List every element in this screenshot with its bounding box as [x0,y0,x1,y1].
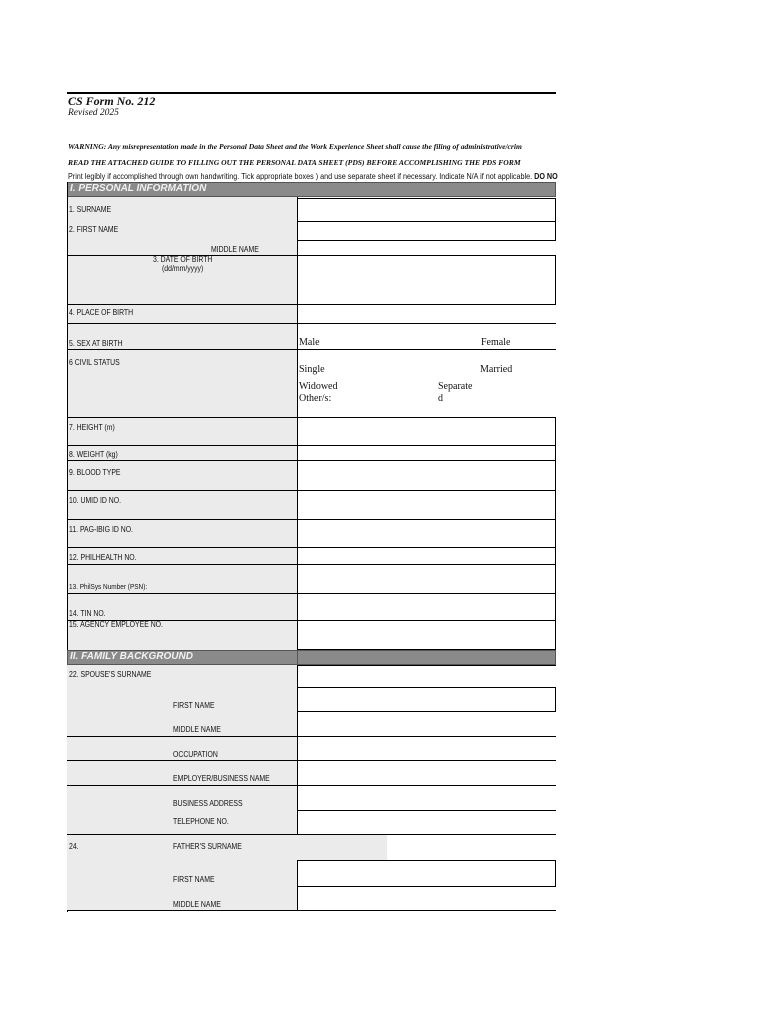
spouse-surname-field[interactable] [297,665,556,688]
civil-option-widowed[interactable]: Widowed [299,381,338,392]
tin-field[interactable] [297,593,556,621]
telephone-label: TELEPHONE NO. [173,817,229,826]
father-middle-name-field[interactable] [297,886,556,911]
middle-name-field[interactable] [297,240,556,256]
philsys-field[interactable] [297,564,556,594]
first-name-label: 2. FIRST NAME [69,225,119,234]
occupation-label: OCCUPATION [173,750,218,759]
philhealth-field[interactable] [297,547,556,565]
blood-type-field[interactable] [297,460,556,491]
print-note-text: Print legibly if accomplished through own handwriting. Tick appropriate boxes ) and use separate sheet if necessary. Indicate N/A if not applicable. [68,172,535,181]
section-title: II. FAMILY BACKGROUND [70,651,193,662]
spouse-middle-name-label: MIDDLE NAME [173,725,221,734]
civil-option-married[interactable]: Married [480,364,513,375]
spouse-middle-name-field[interactable] [297,711,556,737]
section-family-background [67,650,556,665]
pagibig-field[interactable] [297,519,556,548]
father-middle-name-label: MIDDLE NAME [173,900,221,909]
civil-option-single[interactable]: Single [299,364,325,375]
print-note-bold: DO NO [534,172,558,181]
place-of-birth-label: 4. PLACE OF BIRTH [69,308,134,317]
agency-no-field[interactable] [297,620,556,650]
umid-label: 10. UMID ID NO. [69,496,121,505]
sex-option-male[interactable]: Male [299,337,320,348]
dob-label: 3. DATE OF BIRTH [153,255,213,264]
employer-field[interactable] [297,760,556,786]
read-guide-text: READ THE ATTACHED GUIDE TO FILLING OUT THE PERSONAL DATA SHEET (PDS) BEFORE ACCOMPLISHING THE PDS FORM [68,158,521,167]
philsys-label: 13. PhilSys Number (PSN): [69,582,148,591]
dob-format-label: (dd/mm/yyyy) [162,264,204,273]
sex-field [297,323,556,350]
section-title: I. PERSONAL INFORMATION [70,183,207,194]
father-number-label: 24. [69,842,79,851]
business-address-field[interactable] [297,785,556,811]
telephone-field[interactable] [297,810,556,835]
section-divider [297,650,298,665]
civil-option-separated-wrap: d [438,393,443,404]
spouse-surname-label: 22. SPOUSE'S SURNAME [69,670,152,679]
weight-label: 8. WEIGHT (kg) [69,450,118,459]
pagibig-label: 11. PAG-IBIG ID NO. [69,525,133,534]
blood-type-label: 9. BLOOD TYPE [69,468,121,477]
employer-label: EMPLOYER/BUSINESS NAME [173,774,270,783]
height-label: 7. HEIGHT (m) [69,423,115,432]
father-first-name-field[interactable] [297,860,556,887]
surname-label: 1. SURNAME [69,205,112,214]
weight-field[interactable] [297,445,556,461]
sex-option-female[interactable]: Female [481,337,511,348]
form-number: CS Form No. 212 [68,94,156,108]
surname-field[interactable] [297,198,556,222]
spouse-first-name-label: FIRST NAME [173,701,215,710]
occupation-field[interactable] [297,736,556,761]
philhealth-label: 12. PHILHEALTH NO. [69,553,137,562]
sex-label: 5. SEX AT BIRTH [69,339,123,348]
business-address-label: BUSINESS ADDRESS [173,799,243,808]
dob-field[interactable] [297,255,556,305]
civil-status-label: 6 CIVIL STATUS [69,358,120,367]
tin-label: 14. TIN NO. [69,609,106,618]
father-surname-label: FATHER'S SURNAME [173,842,242,851]
civil-option-others[interactable]: Other/s: [299,393,332,404]
warning-text: WARNING: Any misrepresentation made in the Personal Data Sheet and the Work Experience Sheet shall cause the filing of administrative/crim [68,142,522,151]
first-name-field[interactable] [297,221,556,241]
umid-field[interactable] [297,490,556,520]
agency-no-label: 15. AGENCY EMPLOYEE NO. [69,620,163,629]
section-personal-information [67,182,556,197]
spouse-first-name-field[interactable] [297,687,556,712]
revised-label: Revised 2025 [68,108,119,118]
print-note [68,172,558,181]
middle-name-label: MIDDLE NAME [211,245,259,254]
place-of-birth-field[interactable] [297,304,556,324]
civil-option-separated[interactable]: Separate [438,381,473,392]
father-first-name-label: FIRST NAME [173,875,215,884]
height-field[interactable] [297,417,556,446]
